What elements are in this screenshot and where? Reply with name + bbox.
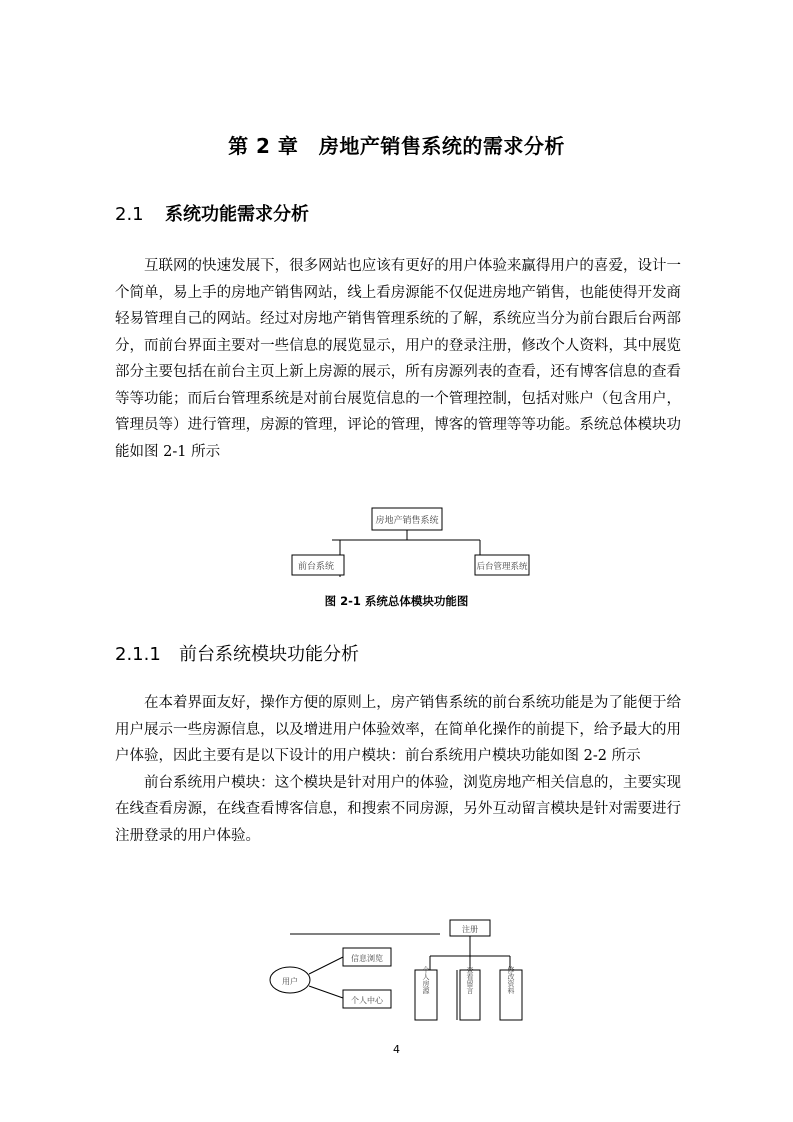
col1-label: 个人房源: [422, 966, 430, 994]
personal-label: 个人中心: [351, 996, 383, 1005]
col3-label: 修改资料: [507, 966, 515, 994]
paragraph-text-a: 在本着界面友好，操作方便的原则上，房产销售系统的前台系统功能是为了能便于给用户展示一些房源信息，以及增进用户体验效率，在简单化操作的前提下，给予最大的用户体验，因此主要有是以下设计的用户模块：前台系统用户模块功能如图 2-2 所示: [115, 695, 681, 764]
top-label: 注册: [462, 925, 478, 934]
frontend-label: 前台系统: [297, 562, 335, 572]
section-heading-2-1-1: [115, 640, 359, 666]
section-title: 前台系统模块功能分析: [179, 644, 359, 665]
figure-2-2-diagram: [265, 912, 535, 1027]
root-label: 房地产销售系统: [375, 516, 439, 526]
col2-label: 查看留言: [466, 966, 474, 994]
section-number: 2.1.1: [115, 644, 161, 665]
figure-2-1-caption: 图 2-1 系统总体模块功能图: [324, 594, 469, 608]
section-heading-2-1: [115, 200, 309, 226]
paragraph-2-1-1: [115, 690, 681, 849]
paragraph-text: 互联网的快速发展下，很多网站也应该有更好的用户体验来赢得用户的喜爱，设计一个简单，易上手的房地产销售网站，线上看房源能不仅促进房地产销售，也能使得开发商轻易管理自己的网站。经过对房地产销售管理系统的了解，系统应当分为前台跟后台两部分，而前台界面主要对一些信息的展览显示，用户的登录注册，修改个人资料，其中展览部分主要包括在前台主页上新上房源的展示，所有房源列表的查看，还有博客信息的查看等等功能；而后台管理系统是对前台展览信息的一个管理控制，包括对账户（包含用户，管理员等）进行管理，房源的管理，评论的管理，博客的管理等等功能。系统总体模块功能如图 2-1 所示: [115, 258, 681, 460]
browse-label: 信息浏览: [351, 954, 383, 963]
chapter-title: 第 2 章 房地产销售系统的需求分析: [228, 134, 565, 158]
paragraph-text-b: 前台系统用户模块：这个模块是针对用户的体验，浏览房地产相关信息的，主要实现在线查看房源，在线查看博客信息，和搜索不同房源，另外互动留言模块是针对需要进行注册登录的用户体验。: [115, 774, 681, 844]
user-label: 用户: [282, 977, 298, 986]
page-number: 4: [393, 1043, 400, 1056]
figure-2-1-diagram: [280, 505, 540, 581]
section-number: 2.1: [115, 204, 144, 225]
backend-label: 后台管理系统: [476, 562, 528, 572]
paragraph-2-1: [115, 253, 681, 465]
section-title: 系统功能需求分析: [165, 204, 309, 225]
